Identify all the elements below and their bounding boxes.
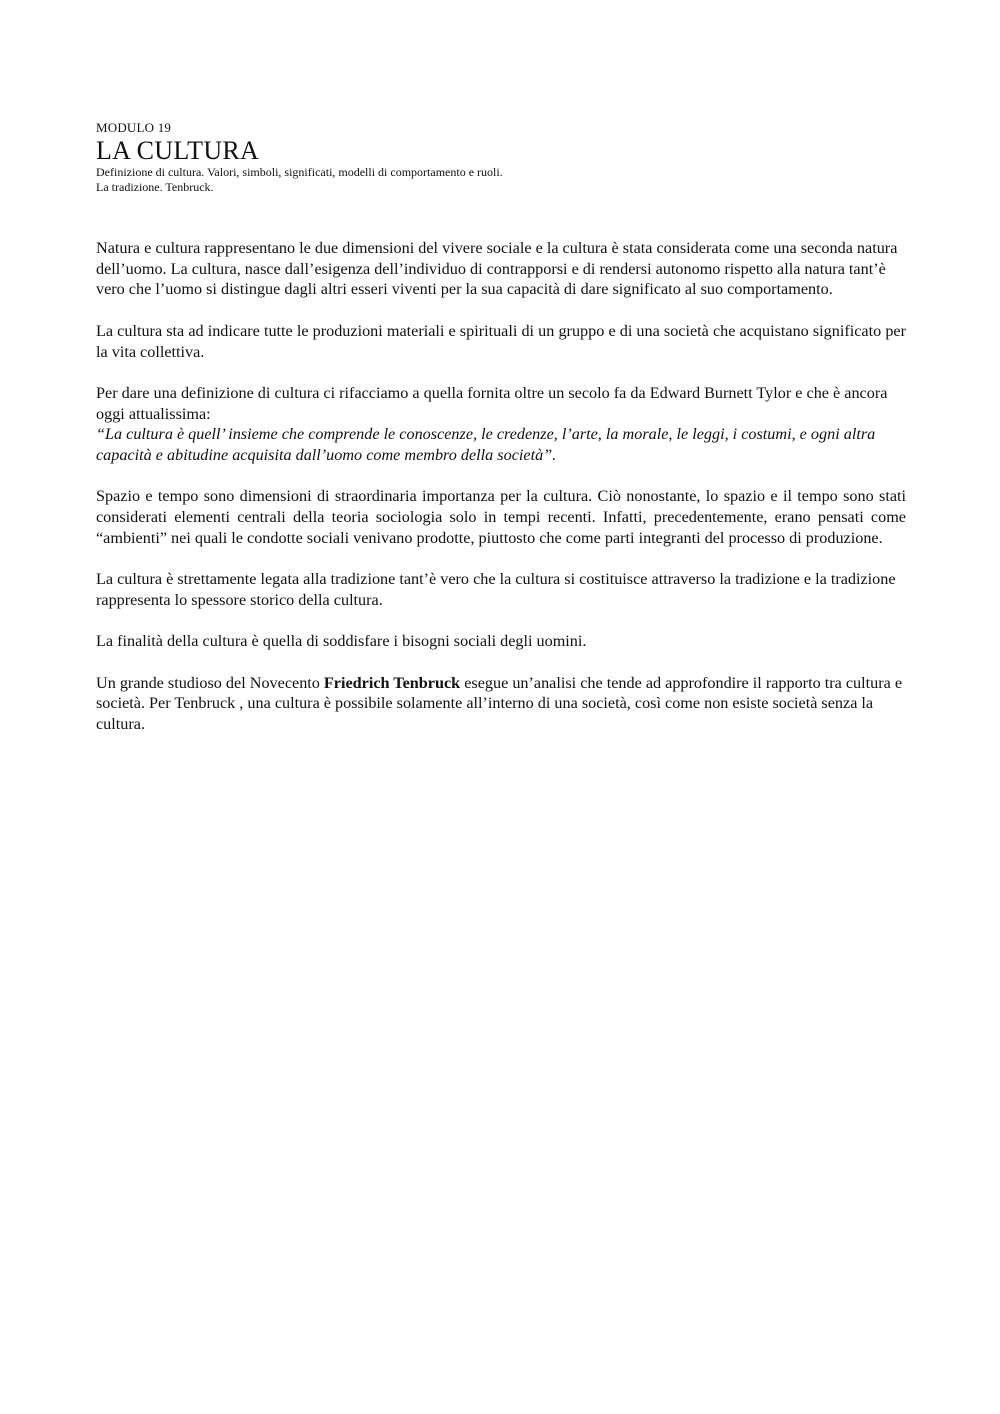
tenbruck-text-after: esegue un’analisi che tende ad approfondire il rapporto tra cultura e società. Per Tenbruck , una cultura è possibile solamente all’interno di una società, così come non esiste società senza la cultura.: [96, 673, 903, 734]
tylor-quote: “La cultura è quell’ insieme che comprende le conoscenze, le credenze, l’arte, la morale, le leggi, i costumi, e ogni altra capacità e abitudine acquisita dall’uomo come membro della società”.: [96, 425, 876, 464]
paragraph-tenbruck: [96, 673, 906, 735]
subtitle-line-1: Definizione di cultura. Valori, simboli, significati, modelli di comportamento e ruoli.: [96, 165, 503, 179]
tenbruck-name: Friedrich Tenbruck: [323, 673, 461, 692]
paragraph-produzioni: La cultura sta ad indicare tutte le produzioni materiali e spirituali di un gruppo e di una società che acquistano significato per la vita collettiva.: [96, 321, 906, 361]
paragraph-spazio-e-tempo: Spazio e tempo sono dimensioni di straordinaria importanza per la cultura. Ciò nonostante, lo spazio e il tempo sono stati considerati elementi centrali della teoria sociologia solo in tempi recenti. Infatti, precedentemente, erano pensati come “ambienti” nei quali le condotte sociali venivano prodotte, piuttosto che come parti integranti del processo di produzione.: [96, 487, 906, 547]
definition-intro: Per dare una definizione di cultura ci rifacciamo a quella fornita oltre un secolo fa da Edward Burnett Tylor e che è ancora oggi attualissima:: [96, 383, 888, 423]
subtitle-line-2: La tradizione. Tenbruck.: [96, 180, 214, 194]
document-title: LA CULTURA: [96, 136, 260, 165]
paragraph-natura-e-cultura: Natura e cultura rappresentano le due dimensioni del vivere sociale e la cultura è stata considerata come una seconda natura dell’uomo. La cultura, nasce dall’esigenza dell’individuo di contrapporsi e di rendersi autonomo rispetto alla natura tant’è vero che l’uomo si distingue dagli altri esseri viventi per la sua capacità di dare significato al suo comportamento.: [96, 239, 898, 299]
tenbruck-text-before: Un grande studioso del Novecento: [96, 673, 324, 692]
document-header: [96, 120, 906, 195]
paragraph-tradizione: La cultura è strettamente legata alla tradizione tant’è vero che la cultura si costituisce attraverso la tradizione e la tradizione rappresenta lo spessore storico della cultura.: [96, 570, 896, 609]
paragraph-finalita: La finalità della cultura è quella di soddisfare i bisogni sociali degli uomini.: [96, 632, 587, 651]
module-label: MODULO 19: [96, 120, 172, 135]
document-body: [96, 238, 906, 755]
paragraph-definizione: [96, 383, 906, 466]
